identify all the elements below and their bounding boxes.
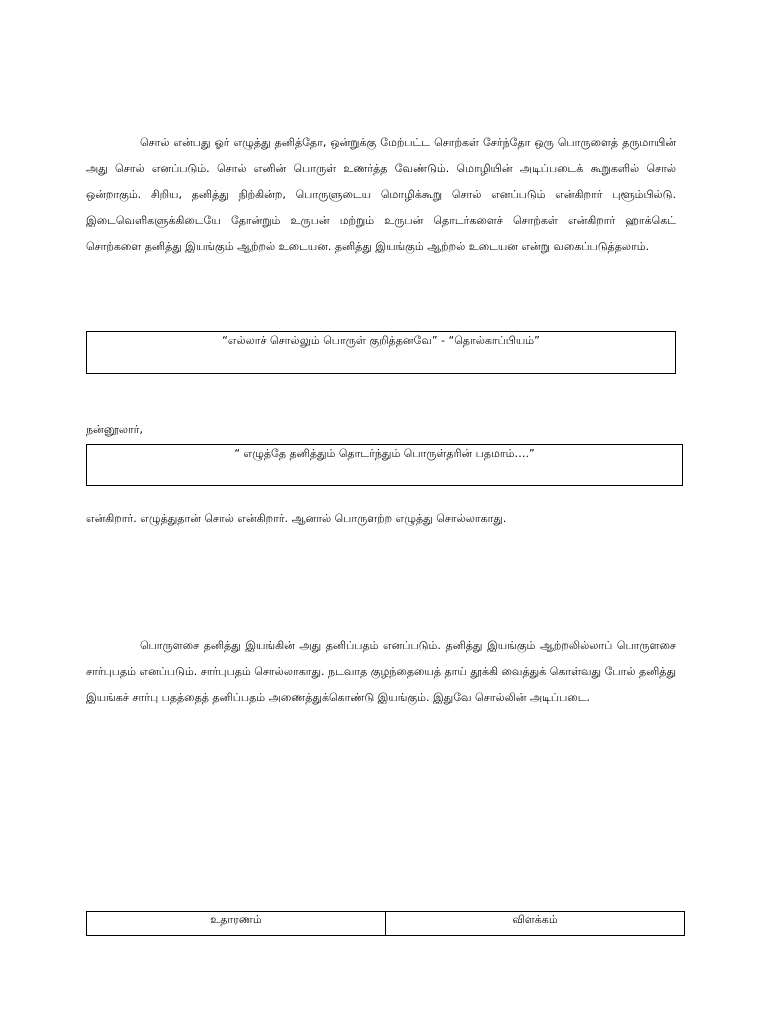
paragraph-porulasai: பொருளசை தனித்து இயங்கின் அது தனிப்பதம் எனப்படும். தனித்து இயங்கும் ஆற்றலில்லாப் பொருளசை சார்புபதம் எனப்படும். சார்புபதம் சொல்லாகாது. நடவாத குழந்தையைத் தாய் தூக்கி வைத்துக் கொள்வது போல் தனித்து இயங்கச் சார்பு பதத்தைத் தனிப்பதம் அணைத்துக்கொண்டு இயங்கும். இதுவே சொல்லின் அடிப்படை. xyxy=(86,639,676,704)
tolkappiyam-quote-box xyxy=(86,331,676,374)
nannul-quote-box xyxy=(86,444,683,486)
header-udharanam: உதாரணம் xyxy=(87,912,386,936)
table-row xyxy=(87,912,685,936)
paragraph-definition: சொல் என்பது ஓர் எழுத்து தனித்தோ, ஒன்றுக்கு மேற்பட்ட சொற்கள் சேர்ந்தோ ஒரு பொருளைத் தருமாயின் அது சொல் எனப்படும். சொல் எனின் பொருள் உணர்த்த வேண்டும். மொழியின் அடிப்படைக் கூறுகளில் சொல் ஒன்றாகும். சிறிய, தனித்து நிற்கின்ற, பொருளுடைய மொழிக்கூறு சொல் எனப்படும் என்கிறார் புளூம்பில்டு. இடைவெளிகளுக்கிடையே தோன்றும் உருபன் மற்றும் உருபன் தொடர்களைச் சொற்கள் என்கிறார் ஹாக்கெட் சொற்களை தனித்து இயங்கும் ஆற்றல் உடையன. தனித்து இயங்கும் ஆற்றல் உடையன என்று வகைப்படுத்தலாம். xyxy=(86,136,676,253)
explanation-line: என்கிறார். எழுத்துதான் சொல் என்கிறார். ஆனால் பொருளற்ற எழுத்து சொல்லாகாது. xyxy=(86,512,507,525)
example-table xyxy=(86,911,685,936)
nannulaar-label: நன்னூலார், xyxy=(86,423,144,436)
header-vilakkam: விளக்கம் xyxy=(386,912,685,936)
nannul-quote: “ எழுத்தே தனித்தும் தொடர்ந்தும் பொருள்தரின் பதமாம்….” xyxy=(234,447,535,460)
tolkappiyam-quote: “எல்லாச் சொல்லும் பொருள் குறித்தனவே” - “தொல்காப்பியம்” xyxy=(222,334,540,347)
